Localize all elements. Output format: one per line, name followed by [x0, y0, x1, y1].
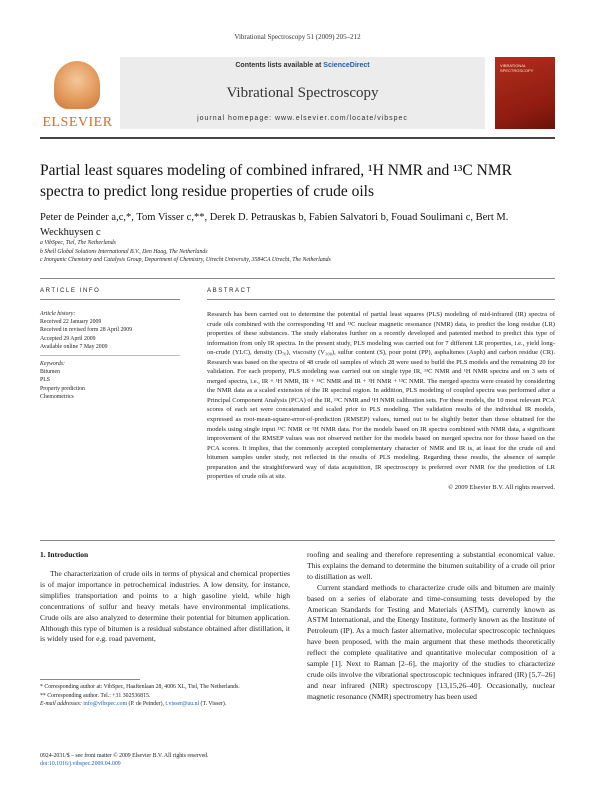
footnotes: [40, 683, 290, 709]
article-info: [40, 288, 180, 401]
abstract-section: [207, 288, 555, 491]
elsevier-tree-icon: [54, 61, 100, 109]
footnote-rule: [40, 679, 140, 680]
history-item: Received in revised form 28 April 2009: [40, 327, 133, 334]
author-list: Peter de Peinder a,c,*, Tom Visser c,**, Derek D. Petrauskas b, Fabien Salvatori b, Fouad Soulimani c, Bert M. Weckhuysen c: [40, 212, 509, 238]
journal-masthead: [40, 57, 555, 132]
affiliation-a: a VibSpec, Tiel, The Netherlands: [40, 240, 116, 246]
footnote-emails: [40, 700, 290, 709]
journal-header-box: [120, 57, 485, 129]
abstract-heading: ABSTRACT: [207, 288, 252, 294]
abstract-divider: [40, 540, 555, 541]
abstract-rule: [207, 299, 555, 300]
intro-paragraph-1-continued: roofing and sealing and therefore representing a substantial economical value. This explains the demand to determine the bitumen suitability of a crude oil prior to distillation as well.: [307, 550, 555, 581]
affiliation-b: b Shell Global Solutions International B.V., Den Haag, The Netherlands: [40, 248, 208, 255]
article-title: Partial least squares modeling of combined infrared, ¹H NMR and ¹³C NMR spectra to predict long residue properties of crude oils: [40, 162, 512, 200]
masthead-divider: [40, 137, 555, 139]
history-item: Accepted 29 April 2009: [40, 335, 96, 342]
email-owner-2: (T. Visser).: [199, 701, 227, 707]
abstract-text: Research has been carried out to determine the potential of partial least squares (PLS) modeling of mid-infrared (IR) spectra of crude oils combined with the corresponding ¹H and ¹³C nuclear magnetic resonance (NMR) data, to predict the long residue (LR) properties of these substances. The study elaborates further on a recently developed and patented method to predict this type of information from only IR spectra. In the present study, PLS modeling was carried out for 7 different LR properties, i.e., yield long-on-crude (YLC), density (D₇₀), viscosity (V₁₀₀), sulfur content (S), pour point (PP), asphaltenes (Asph) and carbon residue (CR). Research was based on the spectra of 48 crude oil samples of which 28 were used to build the PLS models and the remaining 20 for validation. For each property, PLS modeling was carried out on single type IR, ¹³C NMR and ¹H NMR spectra and on 3 sets of merged spectra, i.e., IR + ¹H NMR, IR + ¹³C NMR and IR + ¹H NMR + ¹³C NMR. The merged spectra were created by considering the NMR data as a scaled extension of the IR spectral region. In addition, PLS modeling of coupled spectra was performed after a Principal Component Analysis (PCA) of the IR, ¹³C NMR and ¹H NMR calibration sets. For these models, the 10 most relevant PCA scores of each set were concatenated and scaled prior to PLS modeling. The validation results of the individual IR models, expressed as root-mean-square-error-of-prediction (RMSEP) values, turned out to be slightly better than those obtained for the models using single input ¹³C NMR or ¹H NMR data. For the models based on IR spectra combined with NMR data, a significant improvement of the RMSEP values was not observed neither for the models based on merged spectra nor for those based on the PCA scores. It implies, that the commonly accepted complementary character of NMR and IR is, at least for the crude oil and bitumen samples under study, not reflected in the results of PLS modeling. Regarding these results, the absence of sample preparation and the straightforward way of data acquisition, IR spectroscopy is preferred over NMR for the prediction of LR properties of crude oils at site.: [207, 311, 555, 481]
email-link-2[interactable]: t.visser@uu.nl: [165, 701, 200, 707]
doi-link[interactable]: doi:10.1016/j.vibspec.2009.04.009: [40, 761, 121, 767]
email-label: E-mail addresses:: [40, 701, 84, 707]
page-footer: [40, 752, 555, 768]
article-info-rule: [40, 299, 180, 300]
email-link-1[interactable]: info@vibspec.com: [83, 701, 128, 707]
affiliations: [40, 239, 555, 265]
sciencedirect-link[interactable]: ScienceDirect: [323, 62, 370, 69]
header-divider: [40, 278, 555, 279]
contents-line: [120, 62, 485, 69]
article-info-heading: ARTICLE INFO: [40, 288, 101, 294]
footnote-corresponding-2: ** Corresponding author. Tel.: +31 302536815.: [40, 692, 151, 699]
body-column-right: [307, 550, 555, 703]
copyright-notice: © 2009 Elsevier B.V. All rights reserved.: [448, 483, 555, 491]
journal-title: Vibrational Spectroscopy: [226, 85, 379, 101]
history-list: [40, 318, 180, 351]
journal-cover-thumbnail: [495, 57, 555, 129]
keyword: Property prediction: [40, 385, 85, 392]
section-heading: 1. Introduction: [40, 550, 89, 559]
affiliation-c: c Inorganic Chemistry and Catalysis Group, Department of Chemistry, Utrecht University, 3584CA Utrecht, The Netherlands: [40, 257, 331, 263]
journal-reference: Vibrational Spectroscopy 51 (2009) 205–212: [234, 33, 361, 41]
intro-paragraph-1: The characterization of crude oils in terms of physical and chemical properties is of major importance in petrochemical industries. A low density, for instance, simplifies transportation and points to a high gasoline yield, while high concentrations of sulfur and heavy metals have environmental implications. Crude oils are also analyzed to determine their potential for bitumen application. Although this type of bitumen is a residual substance obtained after distillation, it is widely used for e.g. road pavement,: [40, 569, 290, 644]
keywords-list: [40, 368, 180, 401]
keywords-label: Keywords:: [40, 361, 65, 368]
elsevier-logo-text: ELSEVIER: [42, 115, 113, 130]
issn-line: 0924-2031/$ – see front matter © 2009 Elsevier B.V. All rights reserved.: [40, 753, 209, 759]
history-label: Article history:: [40, 311, 76, 317]
keyword: PLS: [40, 377, 50, 384]
body-column-left: [40, 550, 290, 645]
email-owner-1: (P. de Peinder),: [127, 701, 166, 707]
elsevier-logo: [40, 59, 115, 131]
footnote-corresponding-1: * Corresponding author at: VibSpec, Haaftenlaan 28, 4006 XL, Tiel, The Netherlands.: [40, 684, 240, 690]
journal-homepage[interactable]: journal homepage: www.elsevier.com/locate/vibspec: [197, 115, 408, 122]
contents-prefix: Contents lists available at: [235, 62, 324, 69]
intro-paragraph-2: Current standard methods to characterize crude oils and bitumen are mainly based on a series of elaborate and time-consuming tests developed by the American Standards for Testing and Materials (ASTM), currently known as ASTM International, and the Energy Institute, formerly known as the Institute of Petroleum (IP). As a much faster alternative, molecular spectroscopic techniques have been proposed, with the main argument that these methods theoretically reflect the complete qualitative and quantitative molecular composition of a sample [1]. Next to Raman [2–6], the majority of the studies to characterize crude oils involve the vibrational spectroscopic techniques infrared (IR) [5,7–26] and near infrared (NIR) spectroscopy [13,15,26–40]. Occasionally, nuclear magnetic resonance (NMR) spectrometry has been used: [307, 582, 555, 701]
history-item: Received 22 January 2009: [40, 319, 102, 326]
keyword: Bitumen: [40, 369, 60, 376]
cover-title: VIBRATIONAL SPECTROSCOPY: [500, 63, 534, 73]
history-item: Available online 7 May 2009: [40, 343, 108, 350]
keywords-rule: [40, 355, 180, 356]
keyword: Chemometrics: [40, 393, 74, 400]
